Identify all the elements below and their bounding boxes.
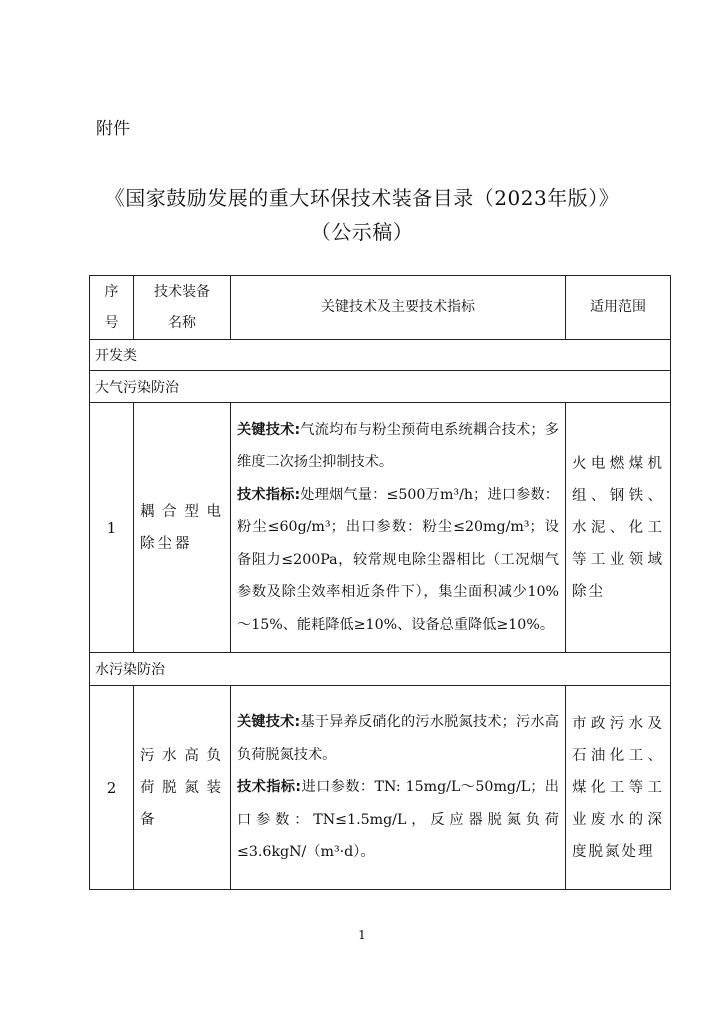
table-row <box>90 686 671 890</box>
tech-index-text: 进口参数：TN: 15mg/L～50mg/L；出口参数：TN≤1.5mg/L，反应器脱氮负荷≤3.6kgN/（m³·d）。 <box>237 779 559 861</box>
table-header-row <box>90 276 671 340</box>
document-title: 《国家鼓励发展的重大环保技术装备目录（2023年版）》 <box>104 186 620 210</box>
application-scope: 火电燃煤机组、钢铁、水泥、化工等工业领域除尘 <box>566 403 671 653</box>
equipment-name: 耦合型电除尘器 <box>134 403 231 653</box>
catalog-table <box>89 275 671 890</box>
attachment-label: 附件 <box>96 119 130 139</box>
col-header-key-tech: 关键技术及主要技术指标 <box>231 276 566 340</box>
col-header-name: 技术装备 名称 <box>134 276 231 340</box>
page-number: 1 <box>358 928 366 942</box>
category-label: 开发类 <box>90 340 671 371</box>
col-header-no: 序 号 <box>90 276 134 340</box>
category-row <box>90 340 671 371</box>
section-row <box>90 653 671 686</box>
key-tech-cell <box>231 686 566 890</box>
application-scope: 市政污水及石油化工、煤化工等工业废水的深度脱氮处理 <box>566 686 671 890</box>
key-tech-text: 基于异养反硝化的污水脱氮技术；污水高负荷脱氮技术。 <box>237 714 559 763</box>
section-row <box>90 371 671 403</box>
key-tech-label: 关键技术: <box>237 421 301 438</box>
key-tech-text: 气流均布与粉尘预荷电系统耦合技术；多维度二次扬尘抑制技术。 <box>237 421 559 471</box>
tech-index-label: 技术指标: <box>237 779 302 796</box>
col-header-scope: 适用范围 <box>566 276 671 340</box>
key-tech-label: 关键技术: <box>237 714 301 731</box>
tech-index-text: 处理烟气量：≤500万m³/h；进口参数：粉尘≤60g/m³；出口参数：粉尘≤20mg/m³；设备阻力≤200Pa，较常规电除尘器相比（工况烟气参数及除尘效率相近条件下），集尘面积减少10%～15%、能耗降低≥10%、设备总重降低≥10%。 <box>237 486 559 633</box>
document-subtitle: （公示稿） <box>310 220 414 244</box>
section-title-water: 水污染防治 <box>90 653 671 686</box>
key-tech-cell <box>231 403 566 653</box>
tech-index-label: 技术指标: <box>237 486 301 503</box>
table-row <box>90 403 671 653</box>
row-number: 1 <box>90 403 134 653</box>
section-title-air: 大气污染防治 <box>90 371 671 403</box>
equipment-name: 污水高负荷脱氮装备 <box>134 686 231 890</box>
row-number: 2 <box>90 686 134 890</box>
